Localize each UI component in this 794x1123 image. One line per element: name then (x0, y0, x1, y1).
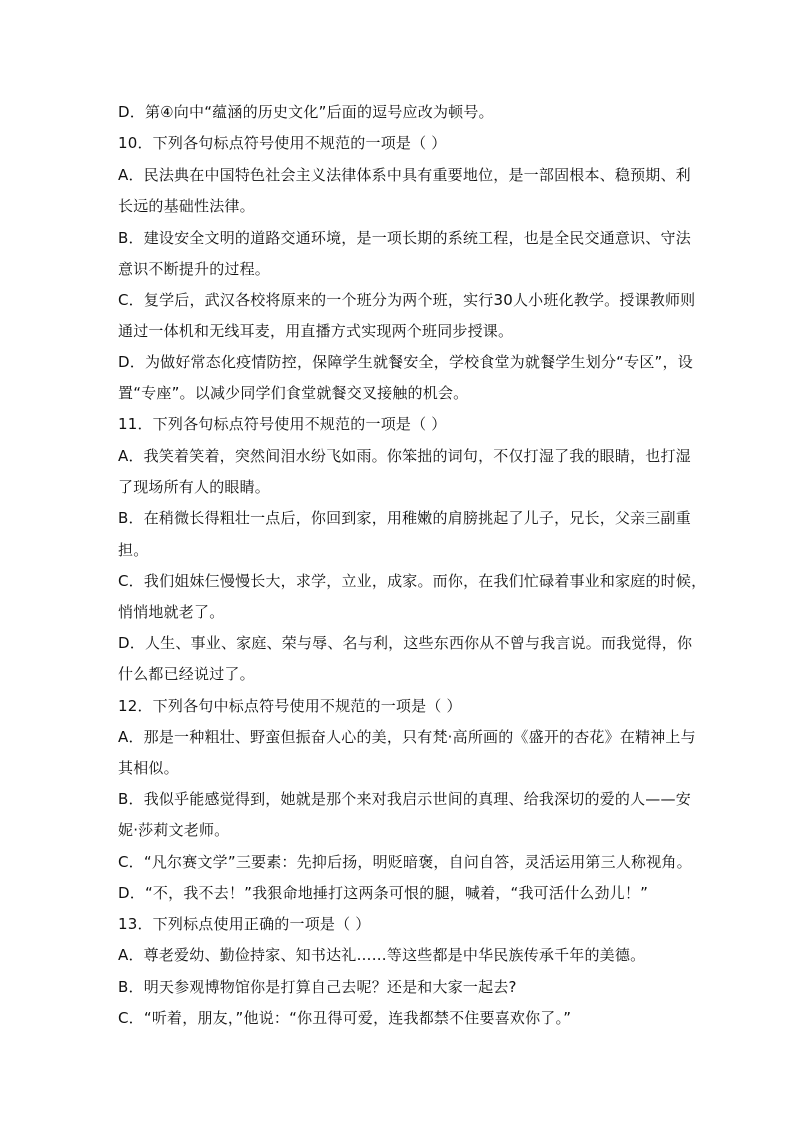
text-line: 通过一体机和无线耳麦，用直播方式实现两个班同步授课。 (118, 322, 514, 340)
text-line: B．明天参观博物馆你是打算自己去呢？还是和大家一起去? (118, 978, 517, 996)
question-heading: 13．下列标点使用正确的一项是（ ） (118, 915, 371, 933)
text-line: A．我笑着笑着，突然间泪水纷飞如雨。你笨拙的词句，不仅打湿了我的眼睛，也打湿 (118, 447, 691, 465)
text-line: 什么都已经说过了。 (118, 665, 255, 683)
text-line: C．“听着，朋友，”他说：“你丑得可爱，连我都禁不住要喜欢你了。” (118, 1009, 572, 1027)
text-line: 了现场所有人的眼睛。 (118, 478, 271, 496)
text-line: A．那是一种粗壮、野蛮但振奋人心的美，只有梵·高所画的《盛开的杏花》在精神上与 (118, 728, 696, 746)
text-line: B．我似乎能感觉得到，她就是那个来对我启示世间的真理、给我深切的爱的人——安 (118, 790, 691, 808)
text-line: 悄悄地就老了。 (118, 603, 225, 621)
question-heading: 11．下列各句标点符号使用不规范的一项是（ ） (118, 415, 447, 433)
text-line: 置“专座”。以减少同学们食堂就餐交叉接触的机会。 (118, 384, 469, 402)
text-line: D．“不，我不去！”我狠命地捶打这两条可恨的腿，喊着，“我可活什么劲儿！” (118, 884, 649, 902)
text-line: B．在稍微长得粗壮一点后，你回到家，用稚嫩的肩膀挑起了儿子，兄长，父亲三副重 (118, 509, 691, 527)
text-line: A．尊老爱幼、勤俭持家、知书达礼……等这些都是中华民族传承千年的美德。 (118, 946, 646, 964)
text-line: 担。 (118, 541, 149, 559)
text-line: 妮·莎莉文老师。 (118, 821, 230, 839)
text-line: C．“凡尔赛文学”三要素：先抑后扬，明贬暗褒，自问自答，灵活运用第三人称视角。 (118, 853, 692, 871)
text-line: C．我们姐妹仨慢慢长大，求学，立业，成家。而你，在我们忙碌着事业和家庭的时候， (118, 572, 707, 590)
text-line: A．民法典在中国特色社会主义法律体系中具有重要地位，是一部固根本、稳预期、利 (118, 166, 691, 184)
text-line: D．人生、事业、家庭、荣与辱、名与利，这些东西你从不曾与我言说。而我觉得，你 (118, 634, 693, 652)
text-line: 长远的基础性法律。 (118, 197, 255, 215)
question-heading: 10．下列各句标点符号使用不规范的一项是（ ） (118, 134, 447, 152)
text-line: C．复学后，武汉各校将原来的一个班分为两个班，实行30人小班化教学。授课教师则 (118, 291, 696, 309)
text-line: D．为做好常态化疫情防控，保障学生就餐安全，学校食堂为就餐学生划分“专区”，设 (118, 353, 693, 371)
text-line: 意识不断提升的过程。 (118, 260, 271, 278)
question-heading: 12．下列各句中标点符号使用不规范的一项是（ ） (118, 697, 462, 715)
text-line: 其相似。 (118, 759, 179, 777)
text-line: B．建设安全文明的道路交通环境，是一项长期的系统工程，也是全民交通意识、守法 (118, 229, 691, 247)
text-line: D．第④向中“蕴涵的历史文化”后面的逗号应改为顿号。 (118, 103, 494, 121)
